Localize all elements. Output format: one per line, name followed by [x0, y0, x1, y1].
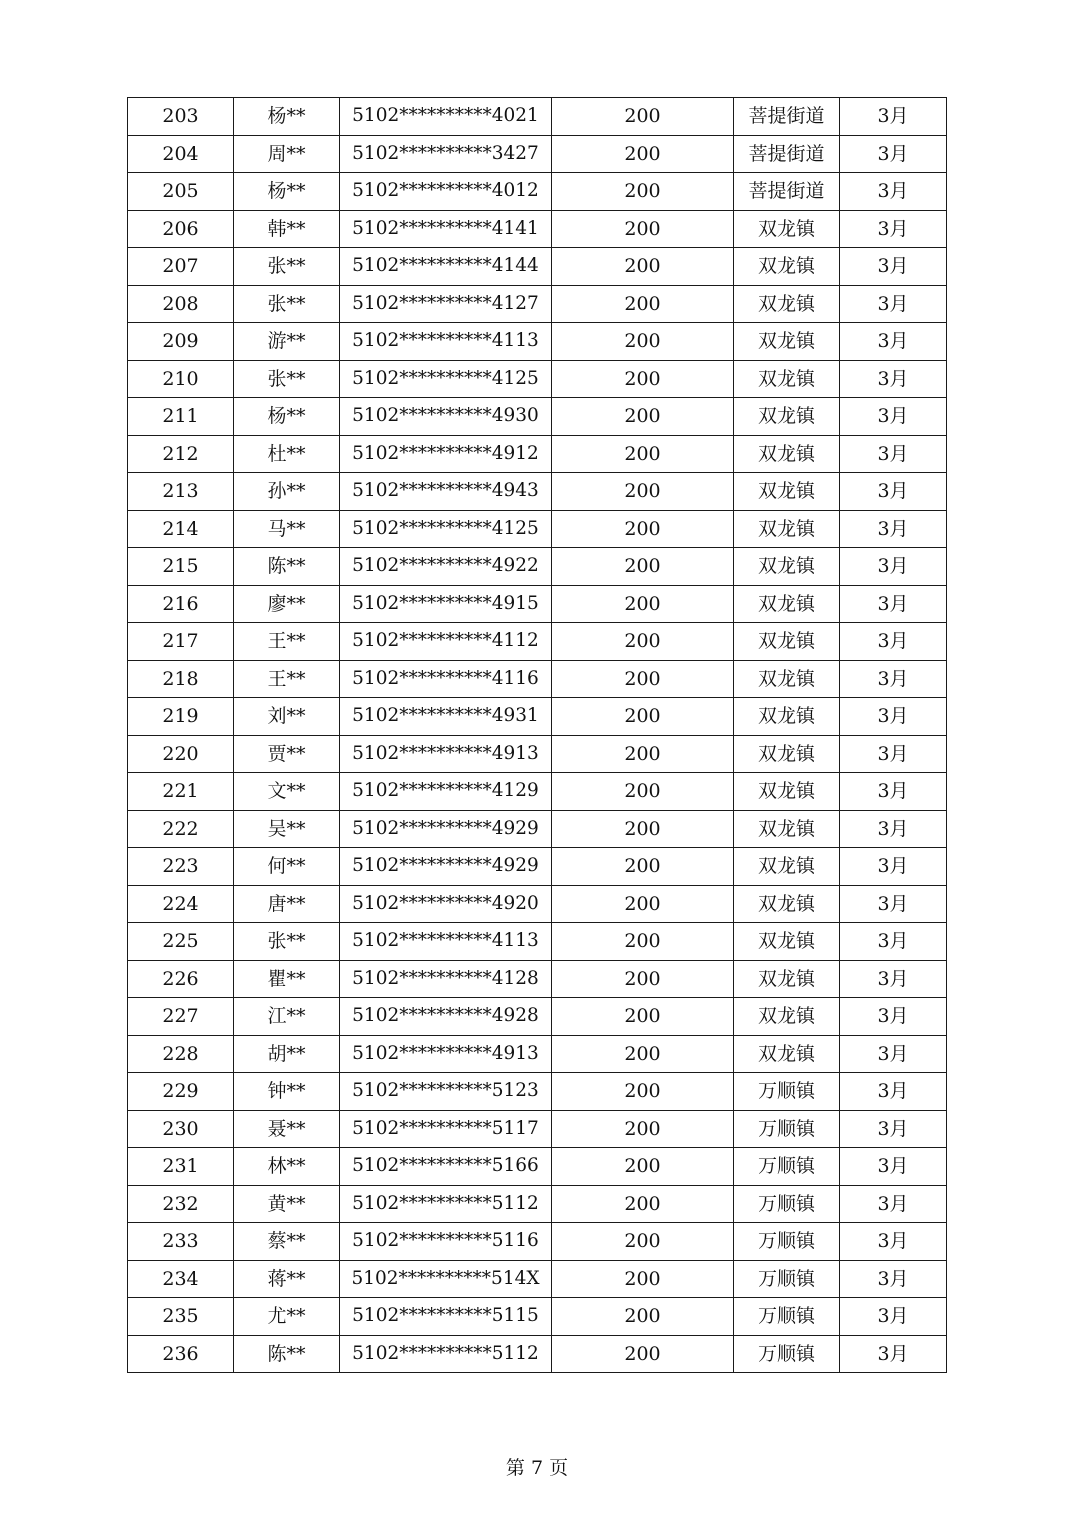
- name-cell: 林**: [234, 1148, 340, 1186]
- name-cell: 钟**: [234, 1073, 340, 1111]
- month-cell: 3月: [840, 885, 947, 923]
- id-number-cell: 5102**********3427: [340, 135, 552, 173]
- row-index-cell: 220: [128, 735, 234, 773]
- row-index-cell: 228: [128, 1035, 234, 1073]
- row-index-cell: 231: [128, 1148, 234, 1186]
- name-cell: 王**: [234, 660, 340, 698]
- row-index-cell: 204: [128, 135, 234, 173]
- row-index-cell: 222: [128, 810, 234, 848]
- month-cell: 3月: [840, 98, 947, 136]
- month-cell: 3月: [840, 998, 947, 1036]
- name-cell: 廖**: [234, 585, 340, 623]
- amount-cell: 200: [552, 960, 734, 998]
- row-index-cell: 227: [128, 998, 234, 1036]
- table-row: [128, 773, 947, 811]
- id-number-cell: 5102**********5116: [340, 1223, 552, 1261]
- town-cell: 菩提街道: [734, 98, 840, 136]
- town-cell: 万顺镇: [734, 1110, 840, 1148]
- amount-cell: 200: [552, 660, 734, 698]
- amount-cell: 200: [552, 623, 734, 661]
- town-cell: 双龙镇: [734, 510, 840, 548]
- row-index-cell: 217: [128, 623, 234, 661]
- id-number-cell: 5102**********4943: [340, 473, 552, 511]
- id-number-cell: 5102**********4021: [340, 98, 552, 136]
- name-cell: 张**: [234, 248, 340, 286]
- town-cell: 双龙镇: [734, 885, 840, 923]
- amount-cell: 200: [552, 1110, 734, 1148]
- town-cell: 万顺镇: [734, 1260, 840, 1298]
- town-cell: 菩提街道: [734, 173, 840, 211]
- month-cell: 3月: [840, 510, 947, 548]
- table-row: [128, 660, 947, 698]
- month-cell: 3月: [840, 248, 947, 286]
- town-cell: 万顺镇: [734, 1185, 840, 1223]
- town-cell: 万顺镇: [734, 1223, 840, 1261]
- month-cell: 3月: [840, 360, 947, 398]
- table-row: [128, 323, 947, 361]
- amount-cell: 200: [552, 398, 734, 436]
- id-number-cell: 5102**********5117: [340, 1110, 552, 1148]
- records-table-body: [128, 98, 947, 1373]
- id-number-cell: 5102**********5112: [340, 1185, 552, 1223]
- month-cell: 3月: [840, 735, 947, 773]
- name-cell: 张**: [234, 285, 340, 323]
- table-row: [128, 698, 947, 736]
- id-number-cell: 5102**********4125: [340, 510, 552, 548]
- amount-cell: 200: [552, 1035, 734, 1073]
- town-cell: 双龙镇: [734, 473, 840, 511]
- id-number-cell: 5102**********4128: [340, 960, 552, 998]
- row-index-cell: 207: [128, 248, 234, 286]
- town-cell: 双龙镇: [734, 660, 840, 698]
- town-cell: 双龙镇: [734, 398, 840, 436]
- amount-cell: 200: [552, 135, 734, 173]
- month-cell: 3月: [840, 285, 947, 323]
- name-cell: 何**: [234, 848, 340, 886]
- table-row: [128, 998, 947, 1036]
- month-cell: 3月: [840, 960, 947, 998]
- row-index-cell: 236: [128, 1335, 234, 1373]
- month-cell: 3月: [840, 1223, 947, 1261]
- month-cell: 3月: [840, 773, 947, 811]
- town-cell: 双龙镇: [734, 548, 840, 586]
- name-cell: 张**: [234, 923, 340, 961]
- month-cell: 3月: [840, 473, 947, 511]
- id-number-cell: 5102**********5123: [340, 1073, 552, 1111]
- id-number-cell: 5102**********4928: [340, 998, 552, 1036]
- id-number-cell: 5102**********4931: [340, 698, 552, 736]
- amount-cell: 200: [552, 510, 734, 548]
- id-number-cell: 5102**********4912: [340, 435, 552, 473]
- id-number-cell: 5102**********4116: [340, 660, 552, 698]
- row-index-cell: 206: [128, 210, 234, 248]
- town-cell: 万顺镇: [734, 1073, 840, 1111]
- table-row: [128, 473, 947, 511]
- amount-cell: 200: [552, 323, 734, 361]
- town-cell: 双龙镇: [734, 585, 840, 623]
- row-index-cell: 229: [128, 1073, 234, 1111]
- table-row: [128, 1223, 947, 1261]
- name-cell: 蒋**: [234, 1260, 340, 1298]
- name-cell: 陈**: [234, 1335, 340, 1373]
- name-cell: 杨**: [234, 398, 340, 436]
- town-cell: 双龙镇: [734, 623, 840, 661]
- table-row: [128, 285, 947, 323]
- town-cell: 万顺镇: [734, 1148, 840, 1186]
- table-row: [128, 1335, 947, 1373]
- amount-cell: 200: [552, 1335, 734, 1373]
- town-cell: 双龙镇: [734, 998, 840, 1036]
- town-cell: 双龙镇: [734, 360, 840, 398]
- table-row: [128, 248, 947, 286]
- table-row: [128, 1185, 947, 1223]
- amount-cell: 200: [552, 98, 734, 136]
- id-number-cell: 5102**********4144: [340, 248, 552, 286]
- id-number-cell: 5102**********5166: [340, 1148, 552, 1186]
- month-cell: 3月: [840, 548, 947, 586]
- month-cell: 3月: [840, 173, 947, 211]
- name-cell: 杨**: [234, 98, 340, 136]
- table-row: [128, 810, 947, 848]
- table-row: [128, 848, 947, 886]
- amount-cell: 200: [552, 435, 734, 473]
- name-cell: 王**: [234, 623, 340, 661]
- table-row: [128, 623, 947, 661]
- row-index-cell: 213: [128, 473, 234, 511]
- amount-cell: 200: [552, 173, 734, 211]
- id-number-cell: 5102**********4920: [340, 885, 552, 923]
- month-cell: 3月: [840, 1260, 947, 1298]
- row-index-cell: 216: [128, 585, 234, 623]
- id-number-cell: 5102**********4141: [340, 210, 552, 248]
- month-cell: 3月: [840, 660, 947, 698]
- id-number-cell: 5102**********4915: [340, 585, 552, 623]
- town-cell: 双龙镇: [734, 285, 840, 323]
- name-cell: 杨**: [234, 173, 340, 211]
- month-cell: 3月: [840, 810, 947, 848]
- name-cell: 周**: [234, 135, 340, 173]
- name-cell: 文**: [234, 773, 340, 811]
- amount-cell: 200: [552, 1298, 734, 1336]
- name-cell: 胡**: [234, 1035, 340, 1073]
- town-cell: 双龙镇: [734, 848, 840, 886]
- town-cell: 双龙镇: [734, 248, 840, 286]
- amount-cell: 200: [552, 773, 734, 811]
- table-row: [128, 510, 947, 548]
- table-row: [128, 398, 947, 436]
- id-number-cell: 5102**********4922: [340, 548, 552, 586]
- row-index-cell: 210: [128, 360, 234, 398]
- row-index-cell: 221: [128, 773, 234, 811]
- row-index-cell: 212: [128, 435, 234, 473]
- month-cell: 3月: [840, 135, 947, 173]
- town-cell: 双龙镇: [734, 210, 840, 248]
- month-cell: 3月: [840, 623, 947, 661]
- name-cell: 陈**: [234, 548, 340, 586]
- row-index-cell: 208: [128, 285, 234, 323]
- month-cell: 3月: [840, 1185, 947, 1223]
- name-cell: 马**: [234, 510, 340, 548]
- id-number-cell: 5102**********4112: [340, 623, 552, 661]
- id-number-cell: 5102**********4113: [340, 323, 552, 361]
- amount-cell: 200: [552, 285, 734, 323]
- amount-cell: 200: [552, 360, 734, 398]
- id-number-cell: 5102**********514X: [340, 1260, 552, 1298]
- id-number-cell: 5102**********5115: [340, 1298, 552, 1336]
- amount-cell: 200: [552, 810, 734, 848]
- name-cell: 聂**: [234, 1110, 340, 1148]
- amount-cell: 200: [552, 1148, 734, 1186]
- row-index-cell: 214: [128, 510, 234, 548]
- month-cell: 3月: [840, 698, 947, 736]
- table-row: [128, 960, 947, 998]
- row-index-cell: 235: [128, 1298, 234, 1336]
- month-cell: 3月: [840, 585, 947, 623]
- table-row: [128, 585, 947, 623]
- name-cell: 瞿**: [234, 960, 340, 998]
- town-cell: 双龙镇: [734, 1035, 840, 1073]
- row-index-cell: 233: [128, 1223, 234, 1261]
- row-index-cell: 218: [128, 660, 234, 698]
- table-row: [128, 135, 947, 173]
- amount-cell: 200: [552, 1223, 734, 1261]
- id-number-cell: 5102**********4929: [340, 810, 552, 848]
- row-index-cell: 230: [128, 1110, 234, 1148]
- town-cell: 双龙镇: [734, 810, 840, 848]
- amount-cell: 200: [552, 473, 734, 511]
- town-cell: 万顺镇: [734, 1335, 840, 1373]
- month-cell: 3月: [840, 923, 947, 961]
- town-cell: 万顺镇: [734, 1298, 840, 1336]
- month-cell: 3月: [840, 435, 947, 473]
- month-cell: 3月: [840, 398, 947, 436]
- id-number-cell: 5102**********4127: [340, 285, 552, 323]
- name-cell: 游**: [234, 323, 340, 361]
- month-cell: 3月: [840, 1298, 947, 1336]
- amount-cell: 200: [552, 998, 734, 1036]
- town-cell: 双龙镇: [734, 960, 840, 998]
- id-number-cell: 5102**********4012: [340, 173, 552, 211]
- amount-cell: 200: [552, 848, 734, 886]
- name-cell: 蔡**: [234, 1223, 340, 1261]
- row-index-cell: 209: [128, 323, 234, 361]
- name-cell: 韩**: [234, 210, 340, 248]
- table-row: [128, 735, 947, 773]
- table-row: [128, 98, 947, 136]
- amount-cell: 200: [552, 1260, 734, 1298]
- row-index-cell: 225: [128, 923, 234, 961]
- name-cell: 张**: [234, 360, 340, 398]
- amount-cell: 200: [552, 248, 734, 286]
- month-cell: 3月: [840, 1073, 947, 1111]
- amount-cell: 200: [552, 548, 734, 586]
- table-row: [128, 923, 947, 961]
- town-cell: 双龙镇: [734, 735, 840, 773]
- table-row: [128, 173, 947, 211]
- town-cell: 菩提街道: [734, 135, 840, 173]
- town-cell: 双龙镇: [734, 773, 840, 811]
- town-cell: 双龙镇: [734, 435, 840, 473]
- table-row: [128, 1110, 947, 1148]
- town-cell: 双龙镇: [734, 323, 840, 361]
- id-number-cell: 5102**********4913: [340, 1035, 552, 1073]
- id-number-cell: 5102**********4930: [340, 398, 552, 436]
- row-index-cell: 223: [128, 848, 234, 886]
- row-index-cell: 226: [128, 960, 234, 998]
- table-row: [128, 1148, 947, 1186]
- table-row: [128, 1035, 947, 1073]
- id-number-cell: 5102**********4929: [340, 848, 552, 886]
- row-index-cell: 219: [128, 698, 234, 736]
- id-number-cell: 5102**********4125: [340, 360, 552, 398]
- town-cell: 双龙镇: [734, 923, 840, 961]
- name-cell: 刘**: [234, 698, 340, 736]
- row-index-cell: 211: [128, 398, 234, 436]
- name-cell: 黄**: [234, 1185, 340, 1223]
- amount-cell: 200: [552, 698, 734, 736]
- table-row: [128, 1073, 947, 1111]
- row-index-cell: 203: [128, 98, 234, 136]
- row-index-cell: 232: [128, 1185, 234, 1223]
- month-cell: 3月: [840, 1110, 947, 1148]
- name-cell: 孙**: [234, 473, 340, 511]
- row-index-cell: 224: [128, 885, 234, 923]
- id-number-cell: 5102**********5112: [340, 1335, 552, 1373]
- records-table: [127, 97, 947, 1373]
- name-cell: 吴**: [234, 810, 340, 848]
- id-number-cell: 5102**********4913: [340, 735, 552, 773]
- id-number-cell: 5102**********4129: [340, 773, 552, 811]
- table-row: [128, 1298, 947, 1336]
- amount-cell: 200: [552, 923, 734, 961]
- id-number-cell: 5102**********4113: [340, 923, 552, 961]
- amount-cell: 200: [552, 1073, 734, 1111]
- table-row: [128, 885, 947, 923]
- month-cell: 3月: [840, 210, 947, 248]
- table-row: [128, 1260, 947, 1298]
- amount-cell: 200: [552, 585, 734, 623]
- page-number: 第 7 页: [505, 1457, 569, 1479]
- table-row: [128, 435, 947, 473]
- month-cell: 3月: [840, 1035, 947, 1073]
- name-cell: 江**: [234, 998, 340, 1036]
- row-index-cell: 234: [128, 1260, 234, 1298]
- month-cell: 3月: [840, 323, 947, 361]
- month-cell: 3月: [840, 1148, 947, 1186]
- name-cell: 杜**: [234, 435, 340, 473]
- table-row: [128, 360, 947, 398]
- amount-cell: 200: [552, 210, 734, 248]
- town-cell: 双龙镇: [734, 698, 840, 736]
- table-row: [128, 210, 947, 248]
- amount-cell: 200: [552, 735, 734, 773]
- row-index-cell: 205: [128, 173, 234, 211]
- name-cell: 贾**: [234, 735, 340, 773]
- month-cell: 3月: [840, 1335, 947, 1373]
- row-index-cell: 215: [128, 548, 234, 586]
- name-cell: 唐**: [234, 885, 340, 923]
- amount-cell: 200: [552, 1185, 734, 1223]
- month-cell: 3月: [840, 848, 947, 886]
- name-cell: 尤**: [234, 1298, 340, 1336]
- amount-cell: 200: [552, 885, 734, 923]
- table-row: [128, 548, 947, 586]
